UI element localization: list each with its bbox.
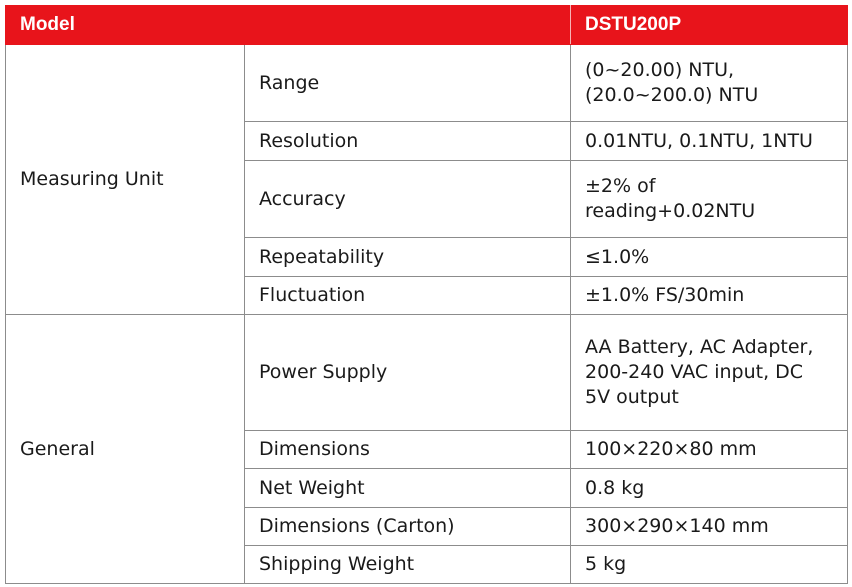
param-dimensions: Dimensions [245,431,571,469]
param-accuracy: Accuracy [245,161,571,238]
value-resolution: 0.01NTU, 0.1NTU, 1NTU [571,122,848,161]
param-power-supply: Power Supply [245,315,571,431]
param-repeatability: Repeatability [245,238,571,277]
value-dimensions: 100×220×80 mm [571,431,848,469]
value-accuracy [571,161,848,238]
value-line: (0~20.00) NTU, [585,59,735,81]
value-line: 200-240 VAC input, DC [585,361,804,383]
value-dimensions-carton: 300×290×140 mm [571,508,848,546]
value-repeatability: ≤1.0% [571,238,848,277]
param-dimensions-carton: Dimensions (Carton) [245,508,571,546]
param-shipping-weight: Shipping Weight [245,546,571,584]
value-fluctuation: ±1.0% FS/30min [571,277,848,315]
value-line: ±2% of [585,175,656,197]
model-value-header: DSTU200P [571,6,848,45]
group-label-general: General [6,315,245,584]
group-label-measuring-unit: Measuring Unit [6,45,245,315]
value-net-weight: 0.8 kg [571,469,848,508]
param-range: Range [245,45,571,122]
spec-table [5,5,848,584]
value-shipping-weight: 5 kg [571,546,848,584]
model-label-header: Model [6,6,571,45]
value-line: AA Battery, AC Adapter, [585,336,814,358]
table-row [6,315,848,431]
value-range [571,45,848,122]
value-line: reading+0.02NTU [585,200,756,222]
value-line: (20.0~200.0) NTU [585,84,759,106]
param-resolution: Resolution [245,122,571,161]
value-power-supply [571,315,848,431]
param-net-weight: Net Weight [245,469,571,508]
table-row [6,45,848,122]
param-fluctuation: Fluctuation [245,277,571,315]
header-row [6,6,848,45]
value-line: 5V output [585,386,679,408]
